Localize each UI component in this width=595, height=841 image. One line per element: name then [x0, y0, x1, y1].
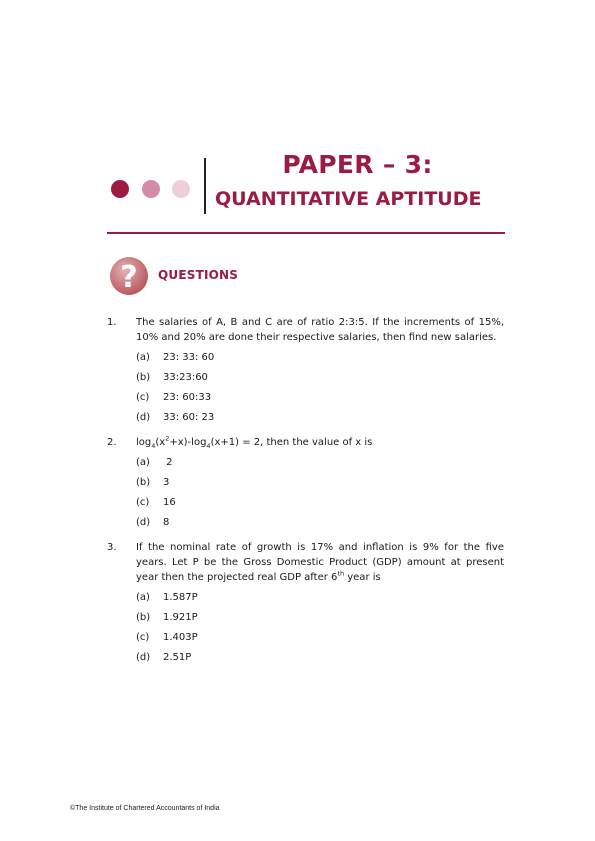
paper-subtitle: QUANTITATIVE APTITUDE [215, 188, 482, 210]
option-list [136, 590, 504, 670]
question-mark-icon [109, 256, 149, 296]
option-a: (a) 23: 33: 60 [136, 352, 215, 363]
decor-dot-light [172, 180, 190, 198]
page-header [0, 0, 595, 240]
paper-title: PAPER – 3: [282, 150, 433, 179]
section-label-questions: QUESTIONS [158, 268, 239, 282]
option-b: (b) 1.921P [136, 612, 198, 623]
option-c: (c) 23: 60:33 [136, 392, 212, 403]
decor-dot-medium [142, 180, 160, 198]
header-vertical-divider [204, 158, 206, 214]
option-b: (b) 33:23:60 [136, 372, 208, 383]
question-2 [107, 435, 504, 535]
question-number: 3. [107, 542, 117, 553]
question-text: $\log_4(x^2+x)-\log_4(x+1) = 2$, then the value of x is [136, 434, 373, 450]
question-1 [107, 315, 504, 430]
option-c: (c) 1.403P [136, 632, 198, 643]
question-number: 1. [107, 317, 117, 328]
svg-text:?: ? [120, 260, 138, 295]
option-list [136, 455, 504, 535]
option-d: (d) 2.51P [136, 652, 192, 663]
option-d: (d) 33: 60: 23 [136, 412, 215, 423]
option-list [136, 350, 504, 430]
question-text: If the nominal rate of growth is 17% and inflation is 9% for the five years. Let P be the Gross Domestic Product (GDP) amount at present year then the projected real GDP after 6th year is [136, 542, 504, 583]
page-footer: ©The Institute of Chartered Accountants of India [70, 805, 220, 812]
option-c: (c) 16 [136, 497, 176, 508]
question-text: The salaries of A, B and C are of ratio 2:3:5. If the increments of 15%, 10% and 20% are done their respective salaries, then find new salaries. [136, 317, 504, 343]
question-3 [107, 540, 504, 670]
header-rule [107, 232, 505, 234]
decor-dot-dark [111, 180, 129, 198]
question-list [107, 315, 504, 675]
option-a: (a) 1.587P [136, 592, 198, 603]
option-a: (a) 2 [136, 457, 173, 468]
option-d: (d) 8 [136, 517, 170, 528]
option-b: (b) 3 [136, 477, 170, 488]
question-number: 2. [107, 437, 117, 448]
